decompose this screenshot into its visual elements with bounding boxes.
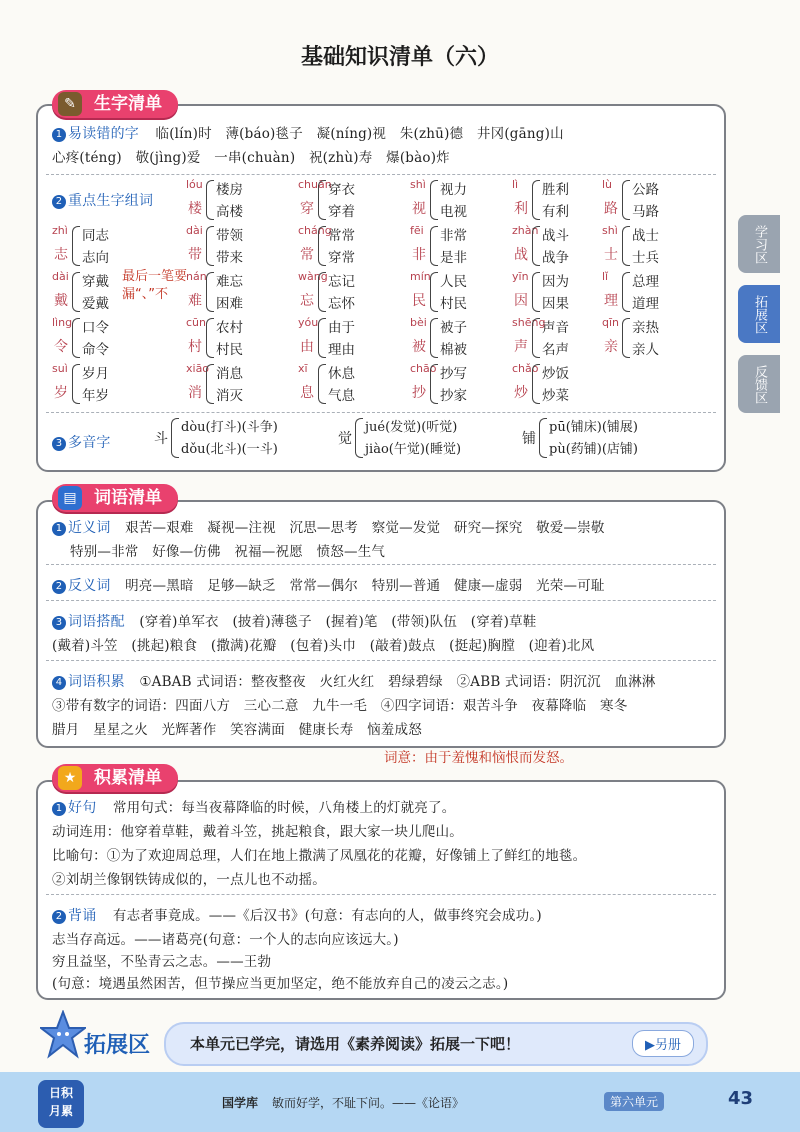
key-words-label-text: 重点生字组词: [68, 193, 154, 209]
word-2: 炒菜: [542, 388, 569, 404]
pinyin: dài: [52, 270, 69, 283]
pinyin: yīn: [512, 270, 529, 283]
brace: [318, 272, 326, 312]
pinyin: chuān: [298, 178, 332, 191]
polyphone-item: [338, 416, 538, 462]
word-1: 口令: [82, 320, 109, 336]
word-2: 棉被: [440, 342, 467, 358]
word-1: 抄写: [440, 366, 467, 382]
brace: [430, 180, 438, 220]
brace: [430, 364, 438, 404]
synonyms-row: [52, 516, 605, 537]
badge-line-1: 日积: [48, 1086, 73, 1100]
brace: [318, 180, 326, 220]
pinyin: wàng: [298, 270, 328, 283]
character: 因: [514, 293, 528, 309]
word-group: [298, 270, 410, 316]
good-sentence-4: ②刘胡兰像钢铁铸成似的，一点儿也不动摇。: [52, 872, 326, 888]
pinyin: zhì: [52, 224, 68, 237]
pinyin: yóu: [298, 316, 319, 329]
character: 利: [514, 201, 528, 217]
word-1: 非常: [440, 228, 467, 244]
accumulation-line2: ③带有数字的词语：四面八方 三心二意 九牛一毛 ④四字词语：艰苦斗争 夜幕降临 寒冬: [52, 698, 628, 714]
section-tab-ciyu: [52, 484, 178, 512]
word-1: 战士: [632, 228, 659, 244]
polyphone-reading-2: dǒu(北斗)(一斗): [181, 442, 278, 457]
word-1: 声音: [542, 320, 569, 336]
pinyin: cūn: [186, 316, 206, 329]
brace: [622, 318, 630, 358]
pinyin: shì: [410, 178, 426, 191]
word-group: [602, 270, 714, 316]
word-1: 穿衣: [328, 182, 355, 198]
character: 令: [54, 339, 68, 355]
handwritten-note: 最后一笔要漏“、”不: [122, 269, 188, 302]
character: 带: [188, 247, 202, 263]
mascot-icon: [40, 1010, 86, 1060]
word-1: 忘记: [328, 274, 355, 290]
divider: [46, 894, 716, 895]
star-icon: ★: [58, 766, 82, 790]
pinyin: qīn: [602, 316, 620, 329]
pinyin: xiāo: [186, 362, 210, 375]
character: 理: [604, 293, 618, 309]
pinyin: dài: [186, 224, 203, 237]
character: 穿: [300, 201, 314, 217]
character: 岁: [54, 385, 68, 401]
brace: [532, 364, 540, 404]
number-badge: 1: [52, 522, 66, 536]
section-tab-jilei: [52, 764, 178, 792]
synonyms-label: 近义词: [68, 520, 111, 536]
brace: [622, 272, 630, 312]
number-badge: 2: [52, 910, 66, 924]
word-group: [298, 362, 410, 408]
word-1: 难忘: [216, 274, 243, 290]
word-group: [512, 362, 624, 408]
brace: [532, 272, 540, 312]
character: 民: [412, 293, 426, 309]
brace: [622, 180, 630, 220]
brace: [318, 318, 326, 358]
brace: [430, 226, 438, 266]
word-2: 忘怀: [328, 296, 355, 312]
number-badge: 2: [52, 195, 66, 209]
word-1: 被子: [440, 320, 467, 336]
easy-misread-line1: 临(lín)时 薄(báo)毯子 凝(níng)视 朱(zhū)德 井冈(gāng)山: [155, 126, 564, 142]
pinyin: cháng: [298, 224, 332, 237]
collocation-line2: (戴着)斗笠 (挑起)粮食 (撒满)花瓣 (包着)头巾 (敲着)鼓点 (挺起)胸膛 (迎着)北风: [52, 638, 595, 654]
word-2: 是非: [440, 250, 467, 266]
word-group: [186, 270, 298, 316]
side-tab-feedback[interactable]: 反馈区: [738, 355, 780, 413]
word-1: 视力: [440, 182, 467, 198]
polyphone-char: 斗: [154, 431, 168, 447]
word-1: 亲热: [632, 320, 659, 336]
pinyin: lù: [602, 178, 613, 191]
character: 被: [412, 339, 426, 355]
collocation-line1: (穿着)单军衣 (披着)薄毯子 (握着)笔 (带领)队伍 (穿着)草鞋: [139, 614, 537, 630]
brace: [206, 318, 214, 358]
accumulation-row: [52, 670, 656, 691]
pinyin: chǎo: [512, 362, 539, 375]
word-1: 穿戴: [82, 274, 109, 290]
character: 戴: [54, 293, 68, 309]
word-group: [410, 362, 522, 408]
divider: [46, 564, 716, 565]
word-2: 消灭: [216, 388, 243, 404]
word-2: 村民: [440, 296, 467, 312]
character: 声: [514, 339, 528, 355]
recite-line-3: 穷且益坚，不坠青云之志。——王勃: [52, 954, 272, 970]
recite-line-1: 有志者事竟成。——《后汉书》(句意：有志向的人，做事终究会成功。): [112, 908, 542, 924]
pinyin: chāo: [410, 362, 437, 375]
good-sentences-row: [52, 796, 455, 817]
word-1: 消息: [216, 366, 243, 382]
word-2: 有利: [542, 204, 569, 220]
character: 消: [188, 385, 202, 401]
polyphone-reading-2: jiào(午觉)(睡觉): [365, 442, 462, 457]
number-badge: 3: [52, 437, 66, 451]
number-badge: 1: [52, 802, 66, 816]
word-2: 战争: [542, 250, 569, 266]
easy-misread-line2: 心疼(téng) 敬(jìng)爱 一串(chuàn) 祝(zhù)寿 爆(bào)炸: [52, 150, 450, 166]
word-2: 困难: [216, 296, 243, 312]
word-2: 士兵: [632, 250, 659, 266]
ciyu-section: [36, 500, 726, 748]
polyphone-item: [522, 416, 712, 462]
word-1: 公路: [632, 182, 659, 198]
word-1: 人民: [440, 274, 467, 290]
footer-badge: [38, 1080, 84, 1128]
word-1: 常常: [328, 228, 355, 244]
word-2: 带来: [216, 250, 243, 266]
handwritten-note-ciyu: 词意：由于羞愧和恼恨而发怒。: [384, 750, 573, 766]
character: 常: [300, 247, 314, 263]
character: 抄: [412, 385, 426, 401]
pinyin: suì: [52, 362, 68, 375]
brace: [430, 272, 438, 312]
section-tab-label: 积累清单: [94, 768, 162, 788]
extension-title: 拓展区: [84, 1033, 151, 1058]
pencil-icon: ✎: [58, 92, 82, 116]
character: 楼: [188, 201, 202, 217]
shengzi-section: [36, 104, 726, 472]
polyphone-reading-2: pù(药铺)(店铺): [549, 442, 638, 457]
brace: [532, 180, 540, 220]
word-group: [186, 224, 298, 270]
section-tab-shengzi: [52, 90, 178, 118]
word-1: 带领: [216, 228, 243, 244]
accumulation-line1: ①ABAB 式词语：整夜整夜 火红火红 碧绿碧绿 ②ABB 式词语：阴沉沉 血淋淋: [139, 674, 656, 690]
character: 息: [300, 385, 314, 401]
section-tab-label: 词语清单: [94, 488, 162, 508]
quote-text: 敏而好学，不耻下问。——《论语》: [272, 1096, 465, 1110]
pinyin: shēng: [512, 316, 546, 329]
word-2: 年岁: [82, 388, 109, 404]
word-group: [410, 178, 522, 224]
word-2: 电视: [440, 204, 467, 220]
brace: [72, 226, 80, 266]
word-2: 亲人: [632, 342, 659, 358]
divider: [46, 412, 716, 413]
divider: [46, 600, 716, 601]
brace: [72, 318, 80, 358]
word-1: 休息: [328, 366, 355, 382]
word-2: 穿着: [328, 204, 355, 220]
easy-misread-label: 易读错的字: [68, 126, 139, 142]
synonyms-line1: 艰苦—艰难 凝视—注视 沉思—思考 察觉—发觉 研究—探究 敬爱—崇敬: [125, 520, 605, 536]
recite-row: [52, 904, 542, 925]
pinyin: xī: [298, 362, 308, 375]
recite-label: 背诵: [68, 908, 97, 924]
collocation-row: [52, 610, 536, 631]
character: 由: [300, 339, 314, 355]
good-sentence-3: 比喻句：①为了欢迎周总理，人们在地上撒满了凤凰花的花瓣，好像铺上了鲜红的地毯。: [52, 848, 587, 864]
polyphone-reading-1: jué(发觉)(听觉): [365, 420, 458, 435]
word-2: 命令: [82, 342, 109, 358]
book-icon: ▤: [58, 486, 82, 510]
word-group: [410, 270, 522, 316]
word-2: 道理: [632, 296, 659, 312]
polyphones-label: [52, 432, 111, 452]
word-group: [410, 224, 522, 270]
collocation-label: 词语搭配: [68, 614, 125, 630]
number-badge: 3: [52, 616, 66, 630]
extension-text: 本单元已学完，请选用《素养阅读》拓展一下吧！: [190, 1035, 521, 1053]
number-badge: 4: [52, 676, 66, 690]
word-group: [410, 316, 522, 362]
brace: [532, 226, 540, 266]
word-group: [602, 316, 714, 362]
character: 忘: [300, 293, 314, 309]
word-1: 农村: [216, 320, 243, 336]
extension-button[interactable]: ▶另册: [632, 1030, 694, 1057]
polyphones-label-text: 多音字: [68, 435, 111, 451]
synonyms-line2: 特别—非常 好像—仿佛 祝福—祝愿 愤怒—生气: [70, 544, 386, 560]
word-group: [186, 362, 298, 408]
brace: [72, 364, 80, 404]
word-group: [186, 178, 298, 224]
word-1: 由于: [328, 320, 355, 336]
brace: [206, 226, 214, 266]
brace: [539, 418, 547, 458]
pinyin: fēi: [410, 224, 424, 237]
word-group: [52, 316, 164, 362]
character: 村: [188, 339, 202, 355]
word-group: [298, 316, 410, 362]
easy-misread-row: [52, 122, 564, 143]
word-2: 抄家: [440, 388, 467, 404]
footer: [0, 1072, 800, 1132]
side-tab-extend[interactable]: 拓展区: [738, 285, 780, 343]
jilei-section: [36, 780, 726, 1000]
word-group: [186, 316, 298, 362]
brace: [206, 364, 214, 404]
brace: [318, 364, 326, 404]
word-group: [298, 224, 410, 270]
antonyms-line: 明亮—黑暗 足够—缺乏 常常—偶尔 特别—普通 健康—虚弱 光荣—可耻: [125, 578, 605, 594]
good-sentence-2: 动词连用：他穿着草鞋，戴着斗笠，挑起粮食，跟大家一块儿爬山。: [52, 824, 463, 840]
brace: [206, 272, 214, 312]
good-sentence-1: 常用句式：每当夜幕降临的时候，八角楼上的灯就亮了。: [112, 800, 456, 816]
word-group: [52, 224, 164, 270]
word-group: [52, 362, 164, 408]
divider: [46, 660, 716, 661]
unit-label: 第六单元: [604, 1092, 664, 1111]
page-title: 基础知识清单（六）: [300, 45, 499, 70]
page-number: 43: [728, 1088, 754, 1109]
word-group: [298, 178, 410, 224]
brace: [171, 418, 179, 458]
word-1: 炒饭: [542, 366, 569, 382]
character: 视: [412, 201, 426, 217]
word-1: 楼房: [216, 182, 243, 198]
pinyin: bèi: [410, 316, 427, 329]
number-badge: 1: [52, 128, 66, 142]
character: 路: [604, 201, 618, 217]
pinyin: lóu: [186, 178, 203, 191]
pinyin: mín: [410, 270, 431, 283]
pinyin: lìng: [52, 316, 73, 329]
number-badge: 2: [52, 580, 66, 594]
good-sentences-label: 好句: [68, 800, 97, 816]
polyphone-item: [154, 416, 354, 462]
character: 炒: [514, 385, 528, 401]
side-tab-study[interactable]: 学习区: [738, 215, 780, 273]
brace: [532, 318, 540, 358]
pinyin: nán: [186, 270, 207, 283]
character: 士: [604, 247, 618, 263]
character: 志: [54, 247, 68, 263]
character: 难: [188, 293, 202, 309]
word-1: 同志: [82, 228, 109, 244]
word-2: 志向: [82, 250, 109, 266]
word-2: 爱戴: [82, 296, 109, 312]
word-1: 岁月: [82, 366, 109, 382]
brace: [622, 226, 630, 266]
polyphone-reading-1: pū(铺床)(铺展): [549, 420, 638, 435]
character: 亲: [604, 339, 618, 355]
brace: [206, 180, 214, 220]
recite-line-4: (句意：境遇虽然困苦，但节操应当更加坚定，绝不能放弃自己的凌云之志。): [52, 976, 509, 992]
pinyin: lǐ: [602, 270, 609, 283]
accumulation-line3: 腊月 星星之火 光辉著作 笑容满面 健康长寿 恼羞成怒: [52, 722, 422, 738]
polyphone-reading-1: dòu(打斗)(斗争): [181, 420, 278, 435]
pinyin: zhàn: [512, 224, 539, 237]
word-1: 战斗: [542, 228, 569, 244]
accumulation-label: 词语积累: [68, 674, 125, 690]
quote-label: 国学库: [222, 1096, 259, 1110]
brace: [72, 272, 80, 312]
word-2: 因果: [542, 296, 569, 312]
pinyin: shì: [602, 224, 618, 237]
antonyms-row: [52, 574, 605, 595]
word-2: 村民: [216, 342, 243, 358]
antonyms-label: 反义词: [68, 578, 111, 594]
word-1: 因为: [542, 274, 569, 290]
badge-line-2: 月累: [48, 1104, 73, 1118]
section-tab-label: 生字清单: [94, 94, 162, 114]
word-1: 总理: [632, 274, 659, 290]
word-2: 马路: [632, 204, 659, 220]
character: 战: [514, 247, 528, 263]
character: 非: [412, 247, 426, 263]
pinyin: lì: [512, 178, 519, 191]
word-2: 名声: [542, 342, 569, 358]
word-2: 高楼: [216, 204, 243, 220]
extension-bar: [164, 1022, 708, 1066]
word-2: 理由: [328, 342, 355, 358]
brace: [318, 226, 326, 266]
brace: [355, 418, 363, 458]
key-words-label: [52, 190, 153, 210]
polyphone-char: 觉: [338, 431, 352, 447]
brace: [430, 318, 438, 358]
word-2: 穿常: [328, 250, 355, 266]
polyphone-char: 铺: [522, 431, 536, 447]
word-2: 气息: [328, 388, 355, 404]
word-group: [602, 224, 714, 270]
divider: [46, 174, 716, 175]
word-1: 胜利: [542, 182, 569, 198]
recite-line-2: 志当存高远。——诸葛亮(句意：一个人的志向应该远大。): [52, 932, 399, 948]
word-group: [602, 178, 714, 224]
